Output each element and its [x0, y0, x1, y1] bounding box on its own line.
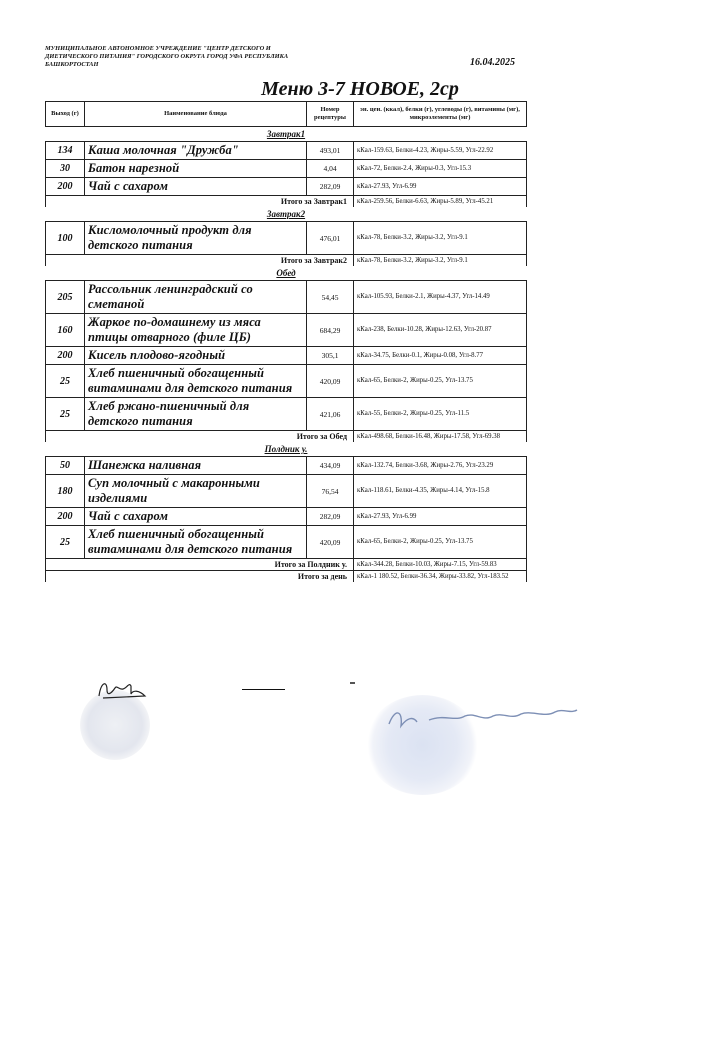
item-name: Батон нарезной	[85, 160, 307, 178]
item-output: 50	[46, 457, 85, 475]
signature-line	[242, 689, 285, 690]
item-output: 100	[46, 222, 85, 255]
item-output: 160	[46, 314, 85, 347]
section-total-label: Итого за Завтрак1	[46, 196, 354, 208]
day-total-label: Итого за день	[46, 571, 354, 583]
item-name: Шанежка наливная	[85, 457, 307, 475]
item-name: Суп молочный с макаронными изделиями	[85, 475, 307, 508]
menu-item-row	[46, 160, 527, 178]
menu-item-row	[46, 365, 527, 398]
item-recipe: 420,09	[307, 526, 354, 559]
item-recipe: 54,45	[307, 281, 354, 314]
section-total-nutrition: кКал-498.68, Белки-16.48, Жиры-17.58, Угл-69.38	[354, 431, 527, 443]
item-name: Чай с сахаром	[85, 508, 307, 526]
item-nutrition: кКал-118.61, Белки-4.35, Жиры-4.14, Угл-15.8	[354, 475, 527, 508]
signature-blue	[385, 700, 585, 740]
item-recipe: 76,54	[307, 475, 354, 508]
item-recipe: 282,09	[307, 508, 354, 526]
section-total-nutrition: кКал-344.28, Белки-10.03, Жиры-7.15, Угл-59.83	[354, 559, 527, 571]
item-output: 25	[46, 526, 85, 559]
menu-item-row	[46, 178, 527, 196]
section-header-row	[46, 207, 527, 222]
item-recipe: 684,29	[307, 314, 354, 347]
item-nutrition: кКал-65, Белки-2, Жиры-0.25, Угл-13.75	[354, 526, 527, 559]
mark-dot	[350, 682, 355, 684]
item-output: 25	[46, 365, 85, 398]
menu-body	[46, 127, 527, 583]
item-name: Чай с сахаром	[85, 178, 307, 196]
item-nutrition: кКал-105.93, Белки-2.1, Жиры-4.37, Угл-14.49	[354, 281, 527, 314]
section-header-row	[46, 266, 527, 281]
item-name: Жаркое по-домашнему из мяса птицы отварного (филе ЦБ)	[85, 314, 307, 347]
menu-item-row	[46, 281, 527, 314]
item-nutrition: кКал-27.93, Угл-6.99	[354, 178, 527, 196]
menu-item-row	[46, 142, 527, 160]
column-header-recipe: Номер рецептуры	[307, 102, 354, 127]
menu-item-row	[46, 526, 527, 559]
section-title: Обед	[276, 268, 296, 278]
item-nutrition: кКал-34.75, Белки-0.1, Жиры-0.08, Угл-8.77	[354, 347, 527, 365]
item-nutrition: кКал-65, Белки-2, Жиры-0.25, Угл-13.75	[354, 365, 527, 398]
section-total-label: Итого за Обед	[46, 431, 354, 443]
day-total-row	[46, 571, 527, 583]
section-total-row	[46, 196, 527, 208]
section-total-nutrition: кКал-78, Белки-3.2, Жиры-3.2, Угл-9.1	[354, 255, 527, 267]
day-total-nutrition: кКал-1 180.52, Белки-36.34, Жиры-33.82, Угл-183.52	[354, 571, 527, 583]
item-name: Хлеб пшеничный обогащенный витаминами для детского питания	[85, 365, 307, 398]
menu-item-row	[46, 347, 527, 365]
page-title: Меню 3-7 НОВОЕ, 2ср	[261, 78, 459, 100]
section-header-row	[46, 127, 527, 142]
item-recipe: 282,09	[307, 178, 354, 196]
item-name: Хлеб пшеничный обогащенный витаминами для детского питания	[85, 526, 307, 559]
section-total-row	[46, 431, 527, 443]
item-name: Рассольник ленинградский со сметаной	[85, 281, 307, 314]
column-header-output: Выход (г)	[46, 102, 85, 127]
section-title: Завтрак2	[266, 209, 306, 219]
column-header-nutrition: эн. цен. (ккал), белки (г), углеводы (г), витамины (мг), микроэлементы (мг)	[354, 102, 527, 127]
menu-item-row	[46, 222, 527, 255]
column-header-name: Наименование блюда	[85, 102, 307, 127]
item-recipe: 305,1	[307, 347, 354, 365]
item-output: 200	[46, 178, 85, 196]
item-output: 205	[46, 281, 85, 314]
item-nutrition: кКал-55, Белки-2, Жиры-0.25, Угл-11.5	[354, 398, 527, 431]
item-name: Кисель плодово-ягодный	[85, 347, 307, 365]
section-total-label: Итого за Завтрак2	[46, 255, 354, 267]
item-recipe: 420,09	[307, 365, 354, 398]
section-total-row	[46, 255, 527, 267]
section-total-nutrition: кКал-259.56, Белки-6.63, Жиры-5.89, Угл-45.21	[354, 196, 527, 208]
section-header-row	[46, 442, 527, 457]
menu-date: 16.04.2025	[470, 57, 515, 68]
section-title: Завтрак1	[266, 129, 306, 139]
organization-name: МУНИЦИПАЛЬНОЕ АВТОНОМНОЕ УЧРЕЖДЕНИЕ "ЦЕНТР ДЕТСКОГО И ДИЕТИЧЕСКОГО ПИТАНИЯ" ГОРОДСКОГО ОКРУГА ГОРОД УФА РЕСПУБЛИКА БАШКОРТОСТАН	[45, 45, 289, 68]
item-nutrition: кКал-78, Белки-3.2, Жиры-3.2, Угл-9.1	[354, 222, 527, 255]
item-recipe: 476,01	[307, 222, 354, 255]
item-recipe: 493,01	[307, 142, 354, 160]
item-output: 134	[46, 142, 85, 160]
item-recipe: 421,06	[307, 398, 354, 431]
item-name: Хлеб ржано-пшеничный для детского питания	[85, 398, 307, 431]
menu-item-row	[46, 314, 527, 347]
item-recipe: 434,09	[307, 457, 354, 475]
item-output: 180	[46, 475, 85, 508]
item-nutrition: кКал-238, Белки-10.28, Жиры-12.63, Угл-20.87	[354, 314, 527, 347]
section-title: Полдник у.	[264, 444, 308, 454]
item-output: 30	[46, 160, 85, 178]
signature	[95, 676, 155, 704]
section-total-row	[46, 559, 527, 571]
table-header-row	[46, 102, 527, 127]
section-total-label: Итого за Полдник у.	[46, 559, 354, 571]
item-nutrition: кКал-27.93, Угл-6.99	[354, 508, 527, 526]
item-nutrition: кКал-72, Белки-2.4, Жиры-0.3, Угл-15.3	[354, 160, 527, 178]
menu-table	[45, 101, 527, 582]
menu-item-row	[46, 457, 527, 475]
item-name: Каша молочная "Дружба"	[85, 142, 307, 160]
item-output: 25	[46, 398, 85, 431]
item-name: Кисломолочный продукт для детского питания	[85, 222, 307, 255]
item-output: 200	[46, 508, 85, 526]
menu-item-row	[46, 398, 527, 431]
item-nutrition: кКал-159.63, Белки-4.23, Жиры-5.59, Угл-22.92	[354, 142, 527, 160]
menu-item-row	[46, 508, 527, 526]
item-recipe: 4,04	[307, 160, 354, 178]
item-output: 200	[46, 347, 85, 365]
menu-item-row	[46, 475, 527, 508]
item-nutrition: кКал-132.74, Белки-3.68, Жиры-2.76, Угл-23.29	[354, 457, 527, 475]
